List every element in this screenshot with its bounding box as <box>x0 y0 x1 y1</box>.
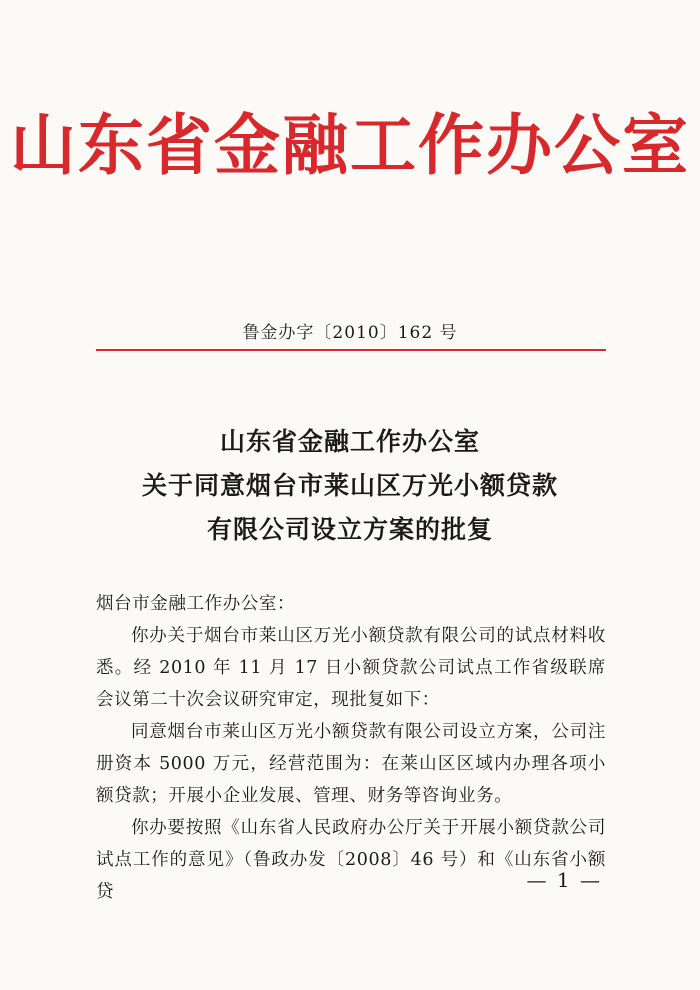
page-number: — 1 — <box>526 868 602 892</box>
body-paragraph-2: 同意烟台市莱山区万光小额贷款有限公司设立方案，公司注册资本 5000 万元，经营范围为：在莱山区区域内办理各项小额贷款；开展小企业发展、管理、财务等咨询业务。 <box>96 722 606 806</box>
title-line-2: 关于同意烟台市莱山区万光小额贷款 <box>141 471 558 500</box>
title-line-1: 山东省金融工作办公室 <box>219 427 480 456</box>
document-title <box>0 420 700 552</box>
issuing-authority-header: 山东省金融工作办公室 <box>10 106 690 184</box>
body-paragraph-1: 你办关于烟台市莱山区万光小额贷款有限公司的试点材料收悉。经 2010 年 11 月 17 日小额贷款公司试点工作省级联席会议第二十次会议研究审定，现批复如下： <box>96 626 606 710</box>
red-divider-line <box>96 349 606 351</box>
document-number: 鲁金办字〔2010〕162 号 <box>242 323 458 343</box>
document-body <box>96 588 606 908</box>
body-paragraph-3: 你办要按照《山东省人民政府办公厅关于开展小额贷款公司试点工作的意见》（鲁政办发〔2008〕46 号）和《山东省小额贷 <box>96 818 606 902</box>
title-line-3: 有限公司设立方案的批复 <box>206 515 493 544</box>
salutation: 烟台市金融工作办公室： <box>96 594 296 614</box>
